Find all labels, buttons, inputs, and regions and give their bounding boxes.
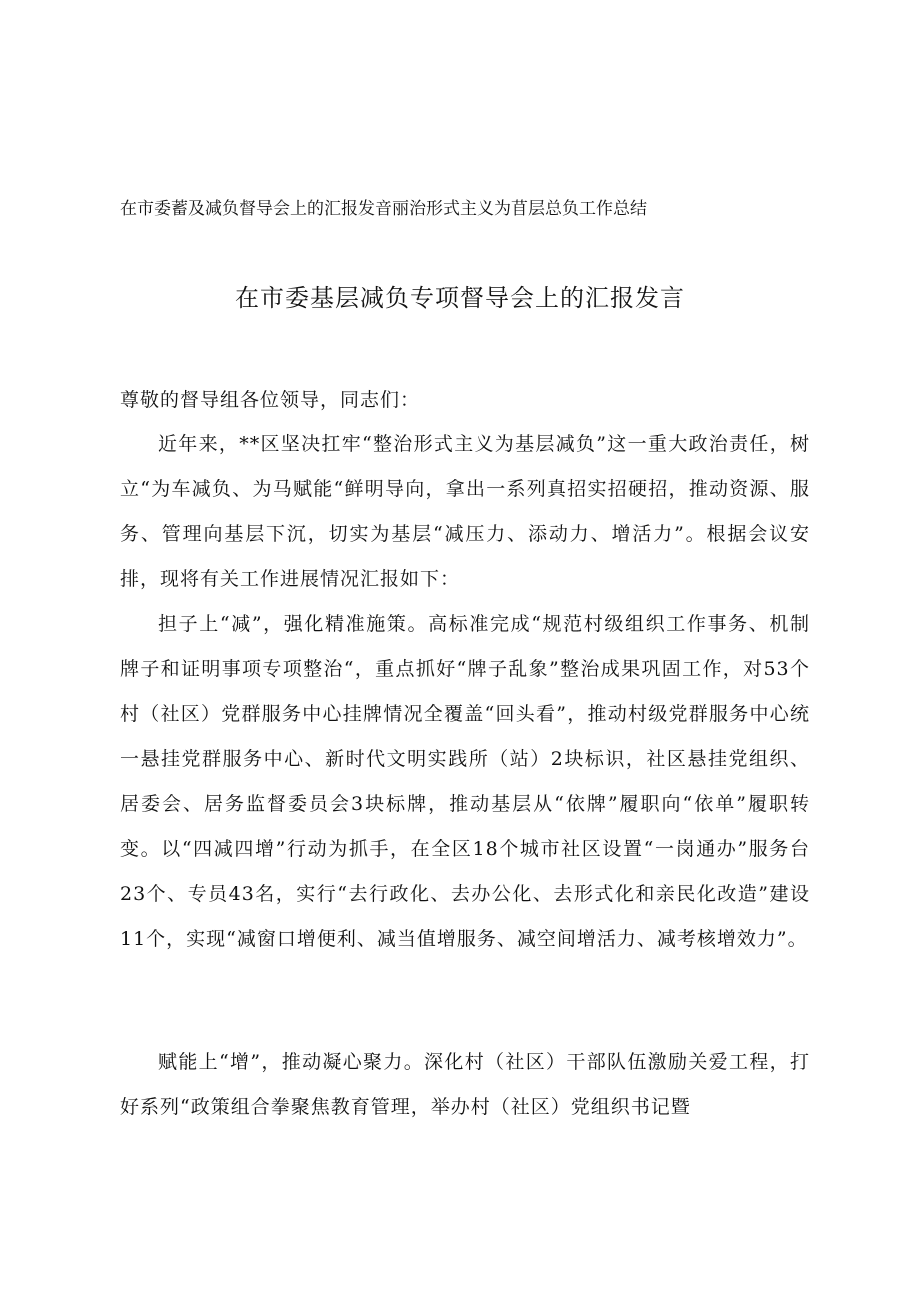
salutation: 尊敬的督导组各位领导，同志们： — [120, 389, 421, 411]
paragraph-burden-reduction: 担子上“减”，强化精准施策。高标准完成“规范村级组织工作事务、机制牌子和证明事项专项整治“，重点抓好“牌子乱象”整治成果巩固工作，对53个村（社区）党群服务中心挂牌情况全覆盖“回头看”，推动村级党群服务中心统一悬挂党群服务中心、新时代文明实践所（站）2块标识，社区悬挂党组织、居委会、居务监督委员会3块标牌，推动基层从“依牌”履职向“依单”履职转变。以“四减四增”行动为抓手，在全区18个城市社区设置“一岗通办”服务台23个、专员43名，实行“去行政化、去办公化、去形式化和亲民化改造”建设11个，实现“减窗口增便利、减当值增服务、减空间增活力、减考核增效力”。 — [120, 613, 810, 950]
document-title: 在市委基层减负专项督导会上的汇报发言 — [235, 284, 685, 312]
paragraph-empowerment: 赋能上“增”，推动凝心聚力。深化村（社区）干部队伍激励关爱工程，打好系列“政策组合拳聚焦教育管理，举办村（社区）党组织书记暨 — [120, 1051, 810, 1118]
document-header: 在市委蓄及减负督导会上的汇报发音丽治形式主义为苜层总负工作总结 — [120, 199, 647, 219]
paragraph-intro: 近年来，**区坚决扛牢“整治形式主义为基层减负”这一重大政治责任，树立“为车减负、为马赋能“鲜明导向，拿出一系列真招实招硬招，推动资源、服务、管理向基层下沉，切实为基层“减压力、添动力、增活力”。根据会议安排，现将有关工作进展情况汇报如下： — [120, 433, 810, 590]
